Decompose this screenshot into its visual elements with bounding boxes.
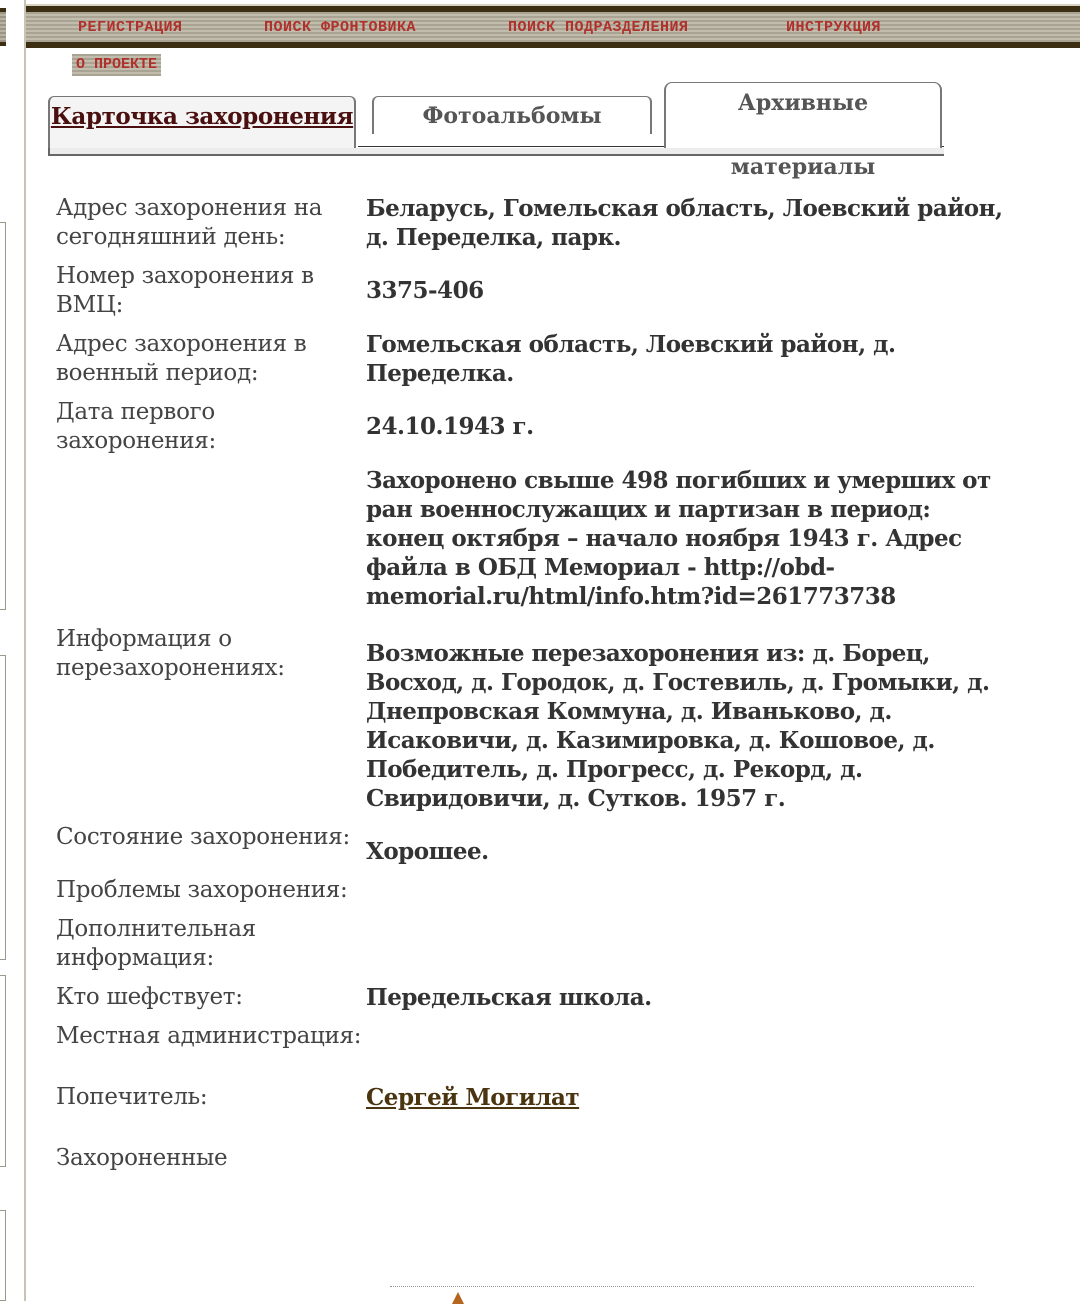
field-label: Захороненные: [56, 1145, 228, 1171]
info-row-local-admin: [56, 1022, 1016, 1051]
field-value: [366, 915, 1006, 973]
info-row-buried: [56, 1144, 1016, 1173]
left-panel-box: [0, 222, 6, 610]
tab-archive-label-line2: материалы: [730, 154, 876, 180]
left-nav-stripe: [0, 8, 6, 46]
info-row-first-burial-date: [56, 398, 1016, 456]
field-value: 24.10.1943 г.: [366, 413, 534, 440]
nav-registration[interactable]: РЕГИСТРАЦИЯ: [78, 18, 183, 36]
tab-photo-albums-label: Фотоальбомы: [422, 103, 602, 129]
field-value: 3375-406: [366, 277, 484, 304]
field-value: Беларусь, Гомельская область, Лоевский район, д. Переделка, парк.: [366, 195, 1003, 251]
field-label: Адрес захоронения на сегодняшний день:: [56, 195, 323, 250]
field-value: [366, 876, 1006, 905]
nav-instructions[interactable]: ИНСТРУКЦИЯ: [786, 18, 882, 36]
field-value: Гомельская область, Лоевский район, д. Переделка.: [366, 331, 896, 387]
field-label: Попечитель:: [56, 1084, 208, 1110]
nav-search-unit[interactable]: ПОИСК ПОДРАЗДЕЛЕНИЯ: [508, 18, 689, 36]
tab-archive-materials[interactable]: [664, 82, 942, 180]
field-label: Информация о перезахоронениях:: [56, 626, 285, 681]
field-value: Хорошее.: [366, 838, 489, 865]
info-row-buried-count: [56, 466, 1016, 611]
star-icon: [452, 1292, 464, 1304]
field-label: Адрес захоронения в военный период:: [56, 331, 307, 386]
info-row-current-address: [56, 194, 1016, 252]
field-label: [56, 466, 366, 611]
field-label: Номер захоронения в ВМЦ:: [56, 263, 314, 318]
field-label: Дата первого захоронения:: [56, 399, 216, 454]
field-label: Местная администрация:: [56, 1023, 362, 1049]
left-panel-box: [0, 975, 6, 1167]
field-value: Захоронено свыше 498 погибших и умерших от ран военнослужащих и партизан в период: конец октября – начало ноября 1943 г. Адрес файла в ОБД Мемориал - http://obd-memorial.ru/html/info.htm?id=261773738: [366, 467, 991, 610]
dotted-separator: [390, 1286, 974, 1287]
info-row-guardian: [56, 1083, 1016, 1112]
tab-photo-albums[interactable]: [372, 96, 652, 134]
field-label: Проблемы захоронения:: [56, 877, 348, 903]
field-label: Дополнительная информация:: [56, 916, 256, 971]
tab-bar: [48, 82, 944, 180]
info-row-condition: [56, 823, 1016, 866]
info-row-patron: [56, 983, 1016, 1012]
column-divider: [24, 0, 26, 1301]
guardian-link[interactable]: Сергей Могилат: [366, 1084, 580, 1111]
field-value: Возможные перезахоронения из: д. Борец, Восход, д. Городок, д. Гостевиль, д. Громыки, д. Днепровская Коммуна, д. Иваньково, д. Исаковичи, д. Казимировка, д. Кошовое, д. Победитель, д. Прогресс, д. Рекорд, д. Свиридовичи, д. Сутков. 1957 г.: [366, 640, 990, 812]
info-row-vmc-number: [56, 262, 1016, 320]
tab-archive-label-line1: Архивные: [737, 90, 869, 116]
info-row-reburials: [56, 625, 1016, 813]
info-row-problems: [56, 876, 1016, 905]
burial-info-table: [56, 194, 1016, 1183]
left-panel-box: [0, 1210, 6, 1301]
left-panel-edge: [0, 0, 24, 1301]
field-value: [366, 1022, 1006, 1051]
info-row-additional: [56, 915, 1016, 973]
left-panel-box: [0, 655, 6, 960]
field-value: Передельская школа.: [366, 984, 652, 1011]
tab-burial-card-label: Карточка захоронения: [50, 103, 354, 130]
field-label: Кто шефствует:: [56, 984, 243, 1010]
field-label: Состояние захоронения:: [56, 824, 350, 850]
top-navigation: [26, 6, 1080, 48]
info-row-wartime-address: [56, 330, 1016, 388]
tab-burial-card[interactable]: [48, 96, 356, 148]
nav-search-veteran[interactable]: ПОИСК ФРОНТОВИКА: [264, 18, 417, 36]
about-project-button[interactable]: О ПРОЕКТЕ: [72, 54, 161, 76]
